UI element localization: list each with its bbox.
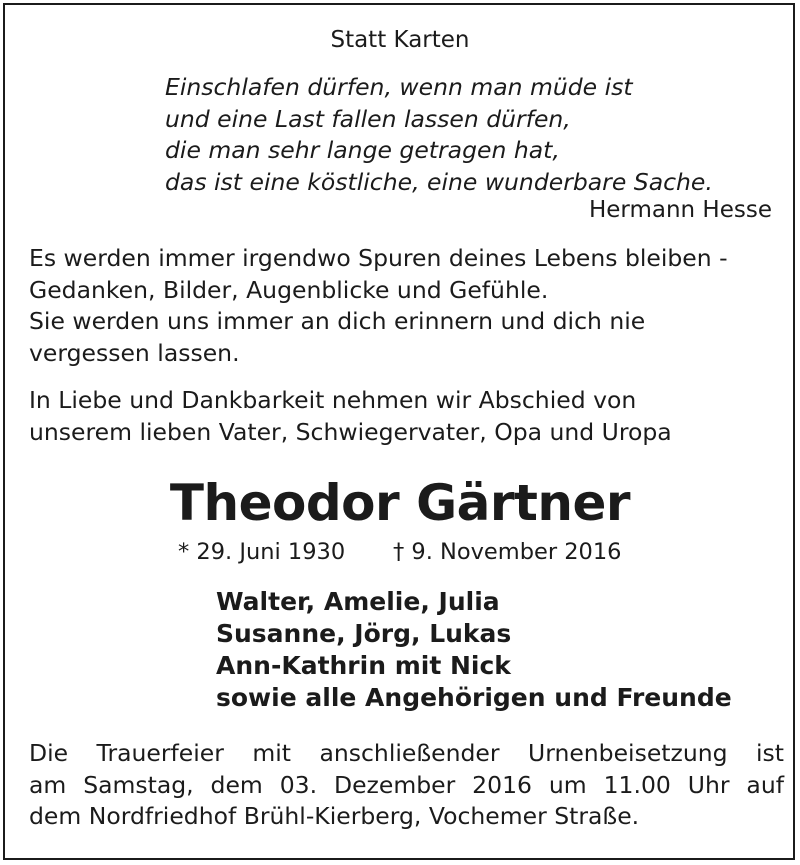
family-line: Susanne, Jörg, Lukas [216,619,512,648]
paragraph-line: Es werden immer irgendwo Spuren deines Lebens bleiben - [29,244,728,272]
paragraph-line: In Liebe und Dankbarkeit nehmen wir Abschied von [29,386,637,414]
poem-quote [165,72,713,198]
service-line: Die Trauerfeier mit anschließender Urnenbeisetzung ist [29,739,784,767]
family-line: Ann-Kathrin mit Nick [216,651,511,680]
family-signatures [216,586,732,714]
family-line: Walter, Amelie, Julia [216,587,500,616]
birth-date: * 29. Juni 1930 [178,539,346,565]
poem-line: die man sehr lange getragen hat, [165,136,560,164]
service-line: am Samstag, dem 03. Dezember 2016 um 11.00 Uhr auf [29,770,784,799]
service-details [29,738,784,833]
notice-header: Statt Karten [330,27,470,53]
paragraph-line: unserem lieben Vater, Schwiegervater, Opa und Uropa [29,417,672,446]
poem-line: und eine Last fallen lassen dürfen, [165,104,571,133]
paragraph-line: vergessen lassen. [29,338,240,367]
family-line: sowie alle Angehörigen und Freunde [216,683,732,712]
memorial-paragraph [29,243,728,369]
deceased-name: Theodor Gärtner [169,474,631,532]
paragraph-line: Gedanken, Bilder, Augenblicke und Gefühle. [29,275,549,304]
service-line: dem Nordfriedhof Brühl-Kierberg, Vochemer Straße. [29,802,640,830]
paragraph-line: Sie werden uns immer an dich erinnern und dich nie [29,307,646,335]
poem-line: das ist eine köstliche, eine wunderbare Sache. [165,167,713,196]
poem-line: Einschlafen dürfen, wenn man müde ist [165,73,633,101]
death-date: † 9. November 2016 [393,539,622,565]
farewell-paragraph [29,385,672,448]
poem-author: Hermann Hesse [588,197,772,223]
